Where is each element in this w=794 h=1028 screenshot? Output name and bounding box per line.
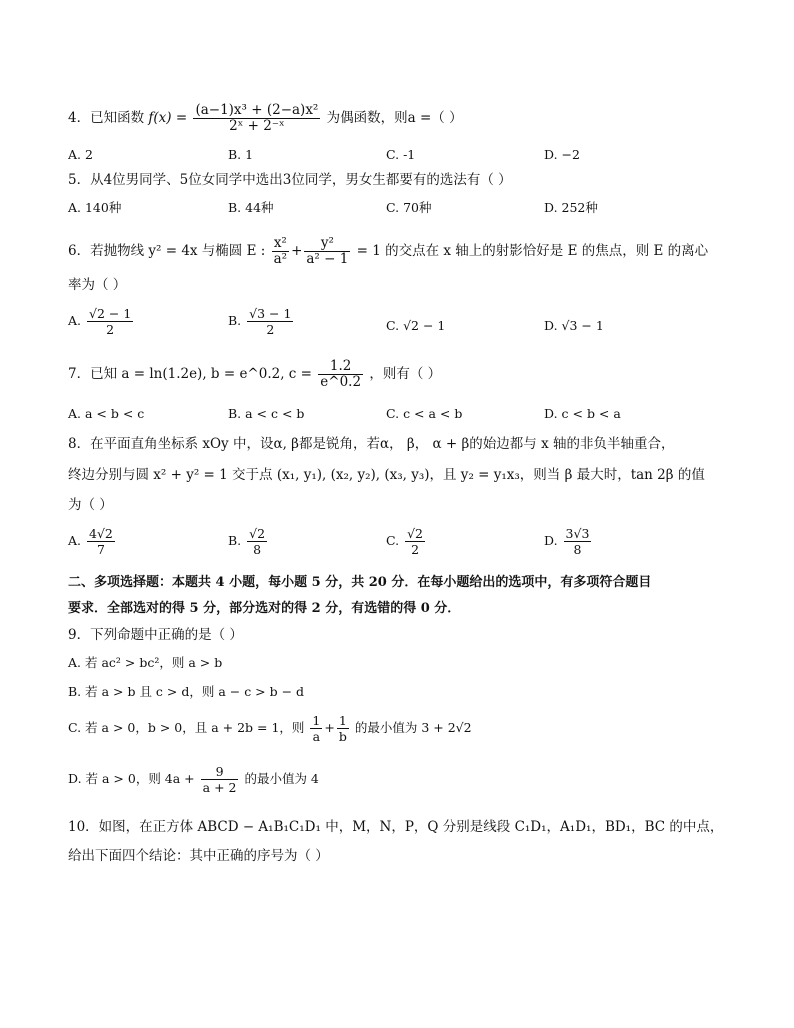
q5-option-c: C. 70种 — [386, 200, 432, 215]
q8-stem-line2: 终边分别与圆 x² + y² = 1 交于点 (x₁, y₁), (x₂, y₂), (x₃, y₃)，且 y₂ = y₁x₃，则当 β 最大时，tan 2β 的值 — [68, 467, 705, 483]
q5-stem: 5．从4位男同学、5位女同学中选出3位同学，男女生都要有的选法有（ ） — [68, 172, 512, 188]
q4-option-d: D. −2 — [544, 147, 580, 162]
q5-option-b: B. 44种 — [228, 200, 274, 215]
q7-option-c: C. c < a < b — [386, 406, 463, 421]
q7-stem: 7．已知 a = ln(1.2e), b = e^0.2, c = $\frac{1.2}{e\^{}0.2}$ ，则有（ ） — [68, 358, 442, 390]
q9-option-a: A. 若 ac² > bc²，则 a > b — [68, 655, 223, 670]
q6-fraction-x: $\frac{\text{x²}}{\text{a²}}$ — [273, 235, 288, 267]
q7-option-b: B. a < c < b — [228, 406, 305, 421]
q9-option-b: B. 若 a > b 且 c > d，则 a − c > b − d — [68, 684, 305, 699]
q9-stem: 9．下列命题中正确的是（ ） — [68, 627, 243, 643]
q10-stem-line1: 10．如图，在正方体 ABCD − A₁B₁C₁D₁ 中，M，N，P，Q 分别是线段 C₁D₁，A₁D₁，BD₁，BC 的中点， — [68, 819, 724, 835]
q6-stem-line1: 6．若抛物线 y² = 4x 与椭圆 E : $\frac{\text{x²}}{\text{a²}}$ + $\frac{\text{y²}}{\text{a² − 1}}$ = 1 的交点在 x 轴上的射影恰好是 E 的焦点，则 E 的离心 — [68, 235, 709, 267]
section2-heading-line2: 要求．全部选对的得 5 分，部分选对的得 2 分，有选错的得 0 分． — [68, 601, 461, 616]
q4-stem: 4．已知函数 f(x) = $\frac{\text{(a−1)x³ + (2−a)x²}}{\text{2ˣ + 2⁻ˣ}}$ 为偶函数，则a =（ ） — [68, 102, 463, 134]
q6-option-d: D. √3 − 1 — [544, 318, 604, 333]
q4-function-lhs: f(x) = — [148, 110, 188, 126]
q6-option-c: C. √2 − 1 — [386, 318, 446, 333]
q5-option-d: D. 252种 — [544, 200, 598, 215]
q7-fraction-c: $\frac{1.2}{e\^{}0.2}$ — [320, 358, 362, 390]
q10-stem-line2: 给出下面四个结论：其中正确的序号为（ ） — [68, 848, 329, 864]
q6-stem-line2: 率为（ ） — [68, 277, 127, 293]
q8-stem-line1: 8．在平面直角坐标系 xOy 中，设α, β都是锐角，若α， β， α + β的始边都与 x 轴的非负半轴重合， — [68, 436, 675, 452]
q7-option-a: A. a < b < c — [68, 406, 145, 421]
q4-option-a: A. 2 — [68, 147, 93, 162]
q7-option-d: D. c < b < a — [544, 406, 621, 421]
q8-option-b: B. $\frac{√2}{8}$ — [228, 526, 266, 557]
q6-option-b: B. $\frac{√3 - 1}{2}$ — [228, 306, 292, 337]
q4-fraction: $\frac{\text{(a−1)x³ + (2−a)x²}}{\text{2ˣ + 2⁻ˣ}}$ — [195, 102, 319, 134]
q6-fraction-y: $\frac{\text{y²}}{\text{a² − 1}}$ — [306, 235, 349, 267]
q5-option-a: A. 140种 — [68, 200, 122, 215]
section2-heading-line1: 二、多项选择题：本题共 4 小题，每小题 5 分，共 20 分．在每小题给出的选项中，有多项符合题目 — [68, 575, 652, 590]
q9-option-d: D. 若 a > 0，则 4a + $\frac{9}{a + 2}$ 的最小值为 4 — [68, 764, 319, 795]
q8-stem-line3: 为（ ） — [68, 497, 113, 513]
q4-option-c: C. -1 — [386, 147, 416, 162]
q9-option-c: C. 若 a > 0，b > 0，且 a + 2b = 1，则 $\frac{1}{a}$ + $\frac{1}{b}$ 的最小值为 3 + 2√2 — [68, 713, 472, 744]
q8-option-a: A. $\frac{4√2}{7}$ — [68, 526, 113, 557]
q4-option-b: B. 1 — [228, 147, 254, 162]
q8-option-c: C. $\frac{√2}{2}$ — [386, 526, 423, 557]
q8-option-d: D. $\frac{3√3}{8}$ — [544, 526, 590, 557]
q6-option-a: A. $\frac{√2 - 1}{2}$ — [68, 306, 132, 337]
